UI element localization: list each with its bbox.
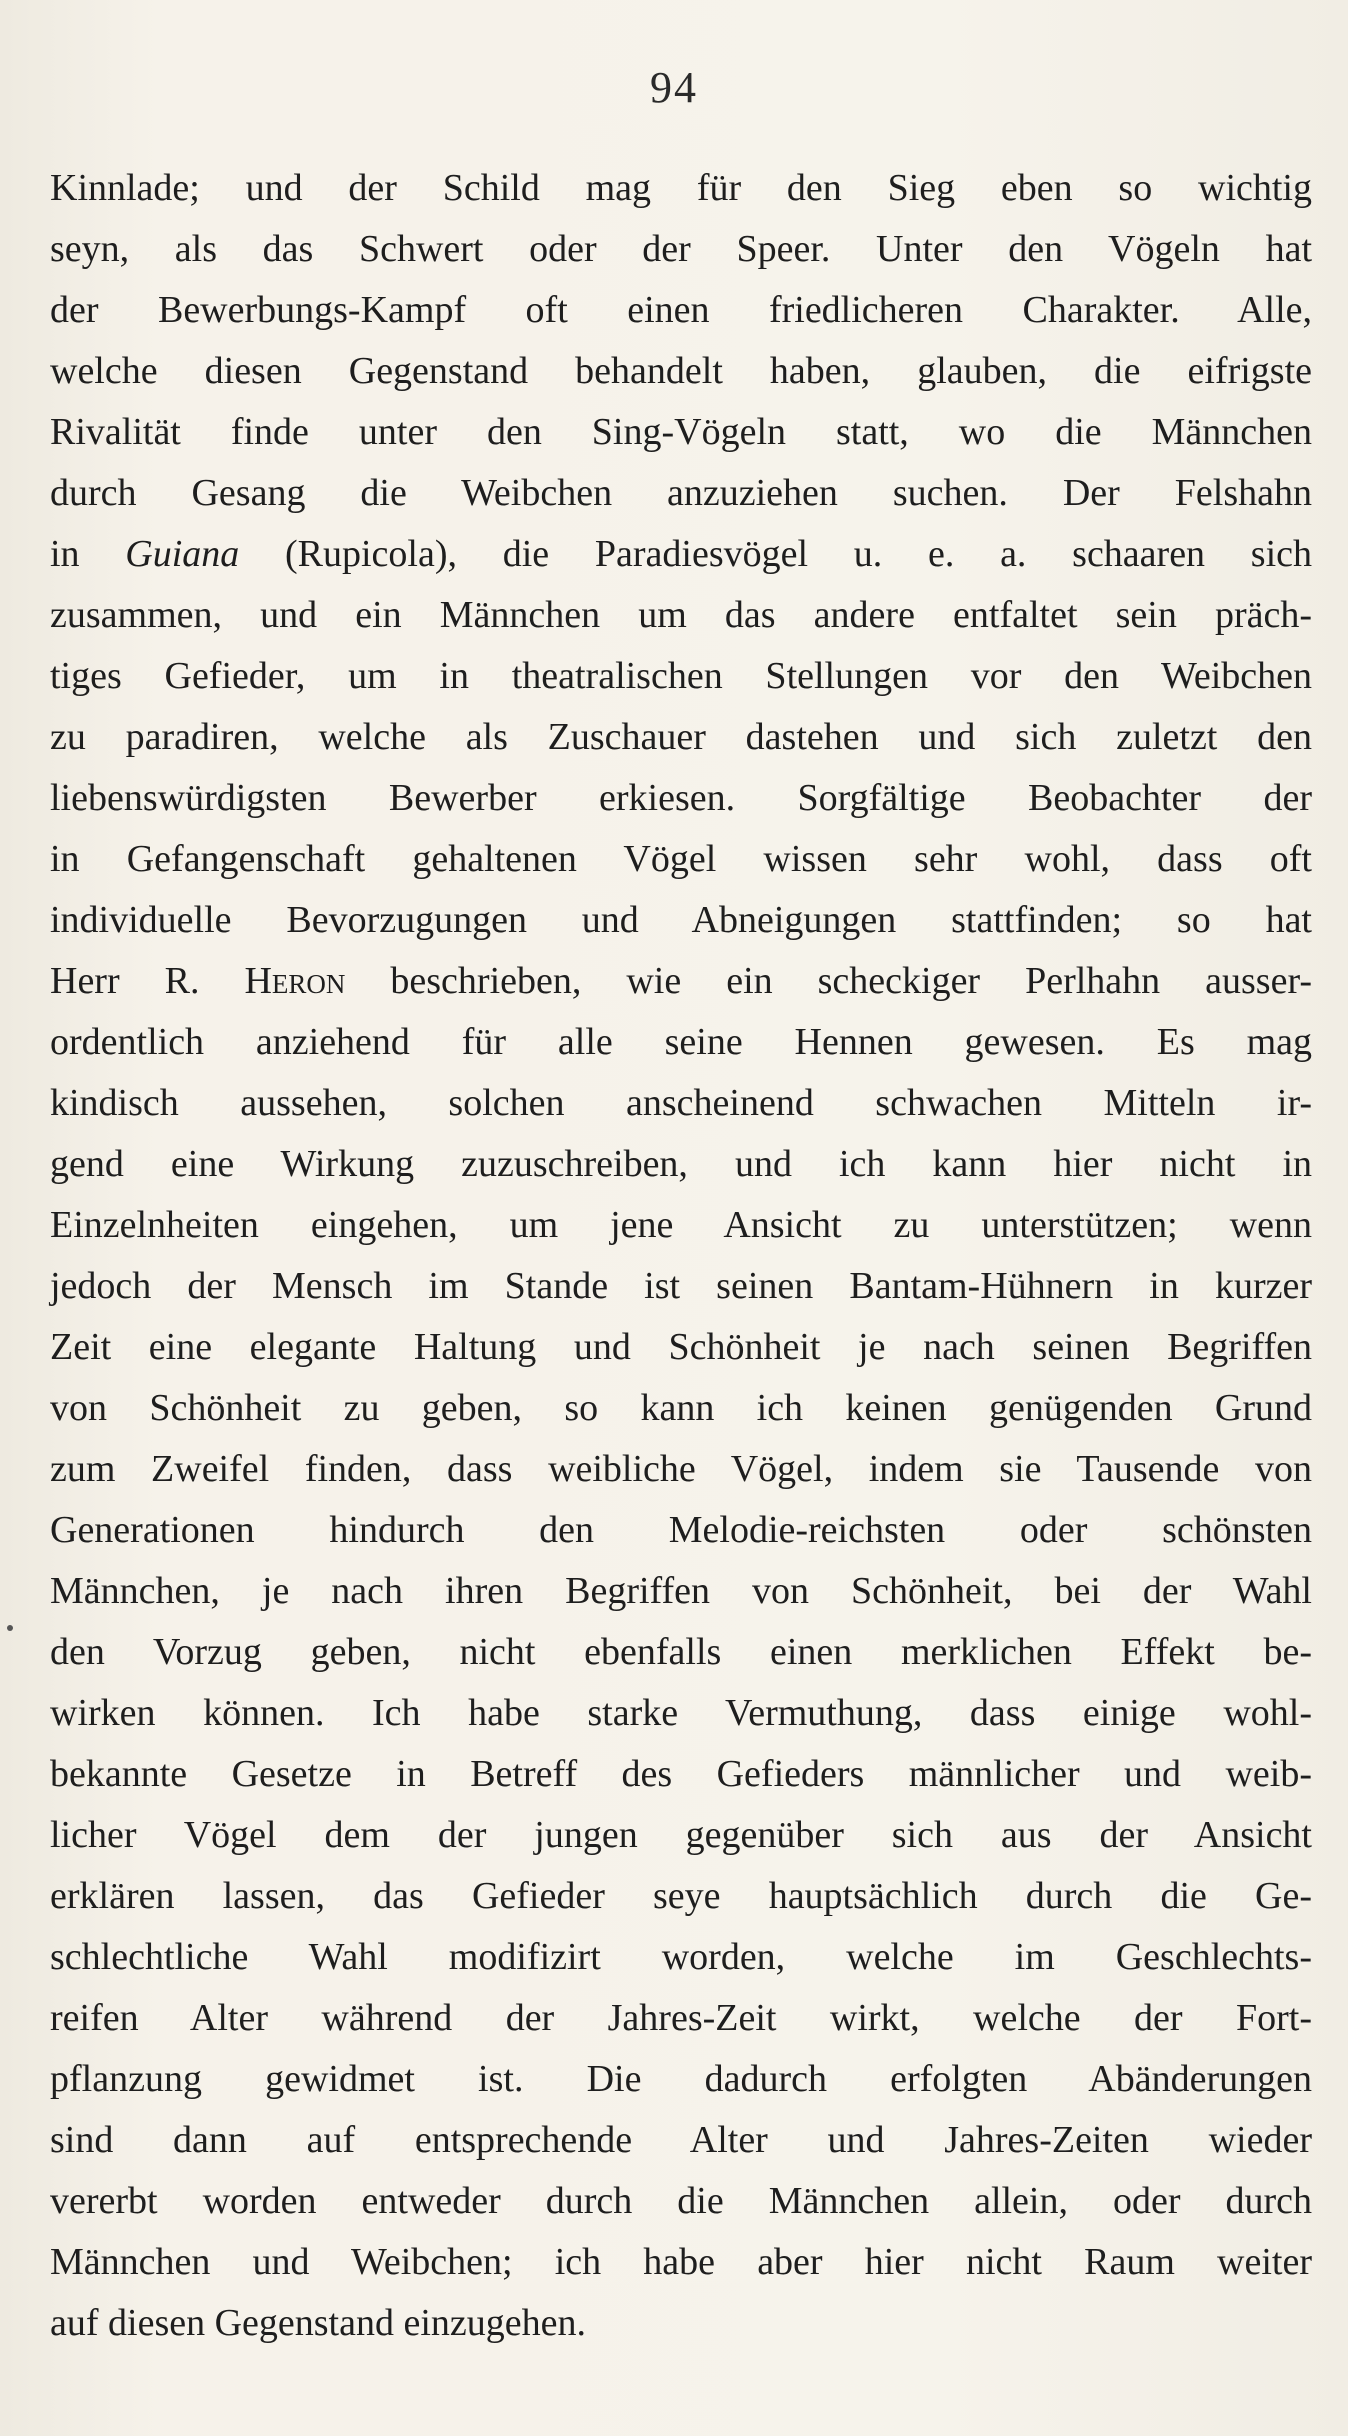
text-line-8: zusammen, und ein Männchen um das andere entfaltet sein präch- bbox=[50, 594, 1312, 636]
text-line-16: kindisch aussehen, solchen anscheinend schwachen Mitteln ir- bbox=[50, 1082, 1312, 1124]
margin-speck bbox=[7, 1625, 13, 1631]
text-line-34: vererbt worden entweder durch die Männchen allein, oder durch bbox=[50, 2180, 1312, 2222]
text-line-6: durch Gesang die Weibchen anzuziehen suchen. Der Felshahn bbox=[50, 472, 1312, 514]
line-14-post: beschrieben, wie ein scheckiger Perlhahn ausser- bbox=[345, 960, 1313, 1002]
text-line-2: seyn, als das Schwert oder der Speer. Unter den Vögeln hat bbox=[50, 228, 1312, 270]
text-line-35: Männchen und Weibchen; ich habe aber hier nicht Raum weiter bbox=[50, 2241, 1312, 2283]
text-line-5: Rivalität finde unter den Sing-Vögeln statt, wo die Männchen bbox=[50, 411, 1312, 453]
text-line-29: erklären lassen, das Gefieder seye hauptsächlich durch die Ge- bbox=[50, 1875, 1312, 1917]
page-number: 94 bbox=[650, 63, 698, 112]
text-line-9: tiges Gefieder, um in theatralischen Stellungen vor den Weibchen bbox=[50, 655, 1312, 697]
text-line-11: liebenswürdigsten Bewerber erkiesen. Sorgfältige Beobachter der bbox=[50, 777, 1312, 819]
text-line-25: den Vorzug geben, nicht ebenfalls einen merklichen Effekt be- bbox=[50, 1631, 1312, 1673]
text-line-4: welche diesen Gegenstand behandelt haben, glauben, die eifrigste bbox=[50, 350, 1312, 392]
text-line-18: Einzelnheiten eingehen, um jene Ansicht zu unterstützen; wenn bbox=[50, 1204, 1312, 1246]
line-7-pre: in bbox=[50, 533, 126, 575]
body-text bbox=[50, 158, 1312, 2354]
text-line-15: ordentlich anziehend für alle seine Hennen gewesen. Es mag bbox=[50, 1021, 1312, 1063]
text-line-28: licher Vögel dem der jungen gegenüber sich aus der Ansicht bbox=[50, 1814, 1312, 1856]
text-line-33: sind dann auf entsprechende Alter und Jahres-Zeiten wieder bbox=[50, 2119, 1312, 2161]
place-name-guiana: Guiana bbox=[125, 533, 240, 575]
line-7-post: (Rupicola), die Paradiesvögel u. e. a. schaaren sich bbox=[239, 533, 1312, 575]
line-14-pre: Herr R. bbox=[50, 960, 245, 1002]
text-line-1: Kinnlade; und der Schild mag für den Sieg eben so wichtig bbox=[50, 167, 1312, 209]
text-line-27: bekannte Gesetze in Betreff des Gefieders männlicher und weib- bbox=[50, 1753, 1312, 1795]
text-line-12: in Gefangenschaft gehaltenen Vögel wissen sehr wohl, dass oft bbox=[50, 838, 1312, 880]
text-line-13: individuelle Bevorzugungen und Abneigungen stattfinden; so hat bbox=[50, 899, 1312, 941]
text-line-7 bbox=[50, 524, 1312, 585]
text-line-22: zum Zweifel finden, dass weibliche Vögel, indem sie Tausende von bbox=[50, 1448, 1312, 1490]
text-line-19: jedoch der Mensch im Stande ist seinen Bantam-Hühnern in kurzer bbox=[50, 1265, 1312, 1307]
author-name-heron: Heron bbox=[244, 960, 346, 1002]
text-line-36: auf diesen Gegenstand einzugehen. bbox=[50, 2302, 587, 2344]
text-line-31: reifen Alter während der Jahres-Zeit wirkt, welche der Fort- bbox=[50, 1997, 1312, 2039]
text-line-21: von Schönheit zu geben, so kann ich keinen genügenden Grund bbox=[50, 1387, 1312, 1429]
text-line-20: Zeit eine elegante Haltung und Schönheit je nach seinen Begriffen bbox=[50, 1326, 1312, 1368]
text-line-23: Generationen hindurch den Melodie-reichsten oder schönsten bbox=[50, 1509, 1312, 1551]
text-line-32: pflanzung gewidmet ist. Die dadurch erfolgten Abänderungen bbox=[50, 2058, 1312, 2100]
text-line-3: der Bewerbungs-Kampf oft einen friedlicheren Charakter. Alle, bbox=[50, 289, 1312, 331]
text-line-14 bbox=[50, 951, 1312, 1012]
text-line-30: schlechtliche Wahl modifizirt worden, welche im Geschlechts- bbox=[50, 1936, 1312, 1978]
text-line-10: zu paradiren, welche als Zuschauer dastehen und sich zuletzt den bbox=[50, 716, 1312, 758]
text-line-26: wirken können. Ich habe starke Vermuthung, dass einige wohl- bbox=[50, 1692, 1312, 1734]
text-line-17: gend eine Wirkung zuzuschreiben, und ich kann hier nicht in bbox=[50, 1143, 1312, 1185]
text-line-24: Männchen, je nach ihren Begriffen von Schönheit, bei der Wahl bbox=[50, 1570, 1312, 1612]
